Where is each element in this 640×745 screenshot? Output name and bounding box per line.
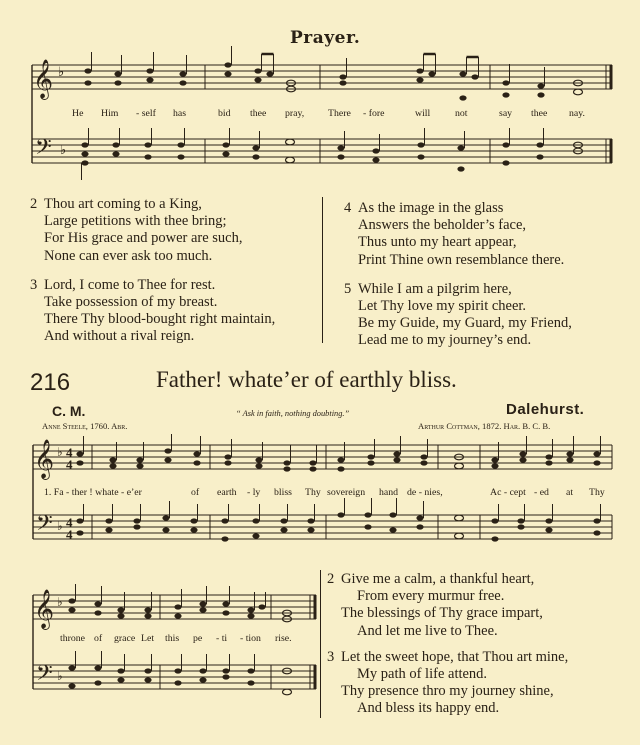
syllable: - tion bbox=[240, 633, 261, 644]
syllable: of bbox=[191, 487, 200, 498]
syllable: - fore bbox=[363, 108, 385, 119]
syllable: Thy bbox=[305, 487, 321, 498]
verse-number: 2 bbox=[30, 196, 38, 212]
verse-number: 4 bbox=[344, 200, 352, 216]
syllable: rise. bbox=[275, 633, 292, 644]
verse-line: And bless its happy end. bbox=[357, 700, 500, 717]
verse-line: Give me a calm, a thankful heart, bbox=[341, 571, 535, 587]
syllable: nay. bbox=[569, 108, 585, 119]
syllable: Let bbox=[141, 633, 155, 644]
svg-text:𝄢: 𝄢 bbox=[35, 135, 52, 165]
svg-text:♭: ♭ bbox=[57, 669, 63, 683]
svg-text:𝄞: 𝄞 bbox=[33, 59, 54, 99]
music-score-dalehurst-system2 bbox=[0, 580, 330, 710]
syllable: thee bbox=[531, 108, 548, 119]
verse-line: Large petitions with thee bring; bbox=[44, 213, 227, 230]
svg-text:𝄢: 𝄢 bbox=[36, 661, 53, 691]
syllable: 1. Fa - ther ! whate - e’er bbox=[44, 487, 142, 498]
syllable: sovereign bbox=[327, 487, 366, 498]
syllable: de - nies, bbox=[407, 487, 443, 498]
meter: C. M. bbox=[52, 403, 86, 419]
syllable: of bbox=[94, 633, 103, 644]
svg-text:𝄞: 𝄞 bbox=[34, 439, 55, 479]
syllable: pe bbox=[193, 633, 203, 644]
music-score-prayer bbox=[0, 0, 640, 190]
syllable: bid bbox=[218, 108, 231, 119]
hymn-title: Father! whate’er of earthly bliss. bbox=[156, 367, 457, 392]
syllable: will bbox=[415, 108, 431, 119]
verse-line: Lead me to my journey’s end. bbox=[358, 332, 532, 349]
svg-text:𝄢: 𝄢 bbox=[36, 511, 53, 541]
verse-line: And let me live to Thee. bbox=[357, 622, 498, 639]
verse-line: Thy presence thro my journey shine, bbox=[341, 683, 554, 700]
author-credit: Anne Steele, 1760. Abr. bbox=[42, 421, 128, 431]
verse-line: Be my Guide, my Guard, my Friend, bbox=[358, 315, 572, 332]
verse-line: Let the sweet hope, that Thou art mine, bbox=[341, 648, 569, 665]
verse-line: For His grace and power are such, bbox=[44, 230, 243, 247]
syllable: earth bbox=[217, 487, 237, 498]
syllable: - self bbox=[136, 108, 156, 119]
verse-5 bbox=[344, 281, 572, 350]
syllable: not bbox=[455, 108, 468, 119]
syllable: - ly bbox=[247, 487, 261, 498]
verse-3 bbox=[327, 649, 568, 718]
verse-line: Let Thy love my spirit cheer. bbox=[358, 298, 527, 315]
syllable: He bbox=[72, 108, 84, 119]
verse-line: Print Thine own resemblance there. bbox=[358, 251, 565, 268]
composer-credit: Arthur Cottman, 1872. Har. B. C. B. bbox=[418, 421, 551, 431]
svg-text:♭: ♭ bbox=[60, 142, 67, 157]
svg-text:♭: ♭ bbox=[57, 595, 63, 609]
verse-line: My path of life attend. bbox=[357, 666, 488, 683]
svg-text:4: 4 bbox=[66, 515, 73, 530]
verse-line: From every murmur free. bbox=[357, 588, 505, 605]
verse-line: Thou art coming to a King, bbox=[44, 196, 202, 212]
syllable: this bbox=[165, 633, 180, 644]
svg-text:𝄞: 𝄞 bbox=[34, 589, 55, 629]
syllable: Ac - cept bbox=[490, 487, 526, 498]
hymn-number: 216 bbox=[30, 369, 71, 396]
syllable: Him bbox=[101, 108, 119, 119]
verse-line: Take possession of my breast. bbox=[44, 294, 218, 311]
svg-text:♭: ♭ bbox=[57, 519, 63, 533]
syllable: - ed bbox=[534, 487, 549, 498]
verse-line: Lord, I come to Thee for rest. bbox=[44, 276, 216, 293]
verse-number: 3 bbox=[327, 648, 335, 665]
syllable: hand bbox=[379, 487, 399, 498]
syllable: at bbox=[566, 487, 574, 498]
svg-text:4: 4 bbox=[66, 445, 73, 460]
svg-text:4: 4 bbox=[66, 527, 73, 542]
verse-4 bbox=[344, 200, 572, 269]
verse-line: There Thy blood-bought right maintain, bbox=[44, 311, 276, 328]
syllable: bliss bbox=[274, 487, 292, 498]
svg-text:♭: ♭ bbox=[57, 445, 63, 459]
syllable: - ti bbox=[216, 633, 228, 644]
syllable: throne bbox=[60, 633, 86, 644]
syllable: say bbox=[499, 108, 513, 119]
svg-text:4: 4 bbox=[66, 457, 73, 472]
syllable: grace bbox=[114, 633, 136, 644]
verse-line: Thus unto my heart appear, bbox=[358, 234, 517, 251]
verse-line: Answers the beholder’s face, bbox=[358, 217, 527, 234]
verses-dalehurst bbox=[327, 571, 568, 718]
svg-text:♭: ♭ bbox=[58, 64, 65, 79]
verse-line: The blessings of Thy grace impart, bbox=[341, 605, 543, 622]
scripture-motto: “ Ask in faith, nothing doubting.” bbox=[236, 409, 350, 418]
verse-number: 5 bbox=[344, 280, 352, 297]
syllable: pray, bbox=[285, 108, 305, 119]
verse-line: None can ever ask too much. bbox=[44, 247, 213, 264]
tune-name-dalehurst: Dalehurst. bbox=[506, 401, 585, 418]
verse-line: While I am a pilgrim here, bbox=[358, 280, 512, 297]
syllable: Thy bbox=[589, 487, 605, 498]
verse-number: 3 bbox=[30, 276, 38, 293]
syllable: has bbox=[173, 108, 187, 119]
verse-line: And without a rival reign. bbox=[44, 328, 195, 345]
tune-name-prayer: Prayer. bbox=[290, 28, 361, 48]
verse-3 bbox=[30, 277, 275, 346]
verses-right-prayer bbox=[344, 200, 572, 350]
verse-2 bbox=[327, 571, 568, 640]
verse-line: As the image in the glass bbox=[358, 200, 504, 216]
syllable: There bbox=[328, 108, 351, 119]
column-divider bbox=[320, 570, 321, 718]
syllable: thee bbox=[250, 108, 267, 119]
verse-number: 2 bbox=[327, 571, 335, 587]
verses-left-prayer bbox=[30, 196, 275, 346]
column-divider bbox=[322, 197, 323, 343]
verse-2 bbox=[30, 196, 275, 265]
